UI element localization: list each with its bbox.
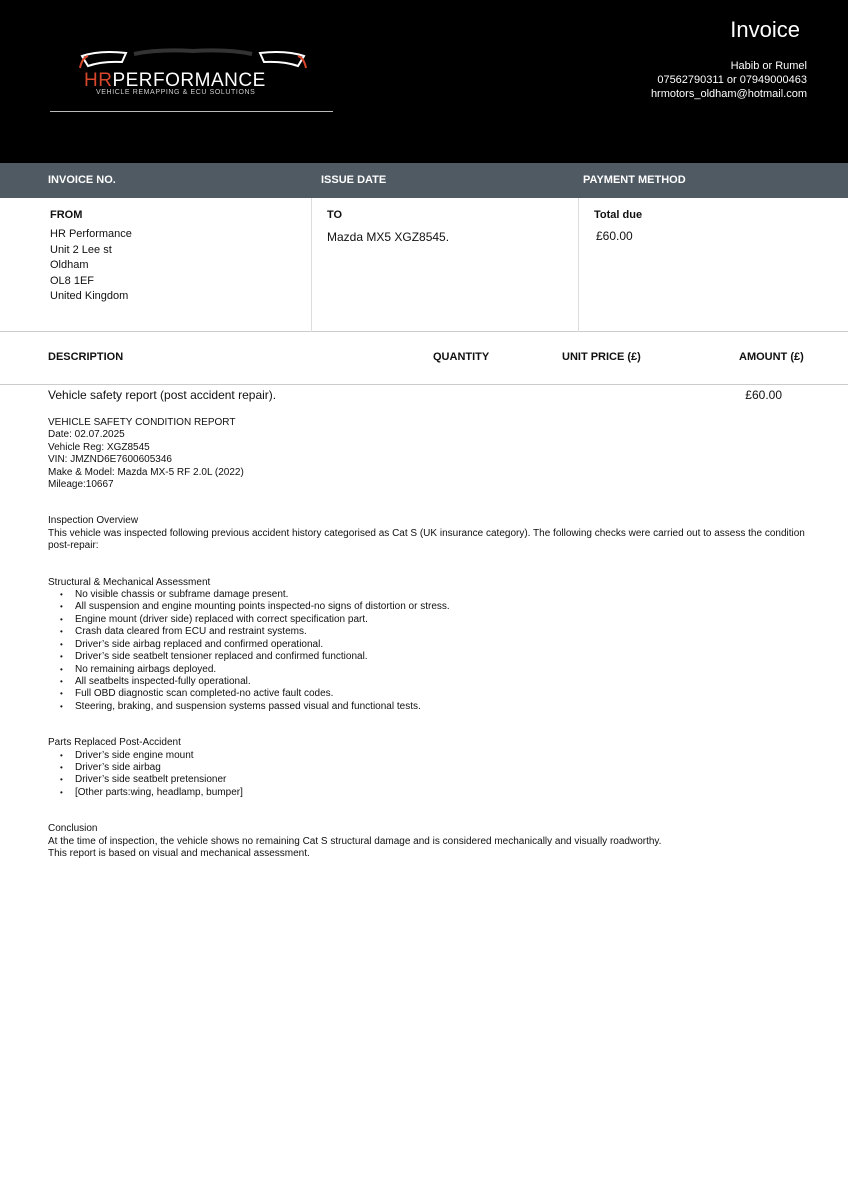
report-detail: Mileage:10667 — [48, 479, 114, 491]
safety-report — [48, 417, 808, 860]
list-item: • Driver’s side airbag — [48, 762, 808, 774]
list-item: • Driver’s side airbag replaced and confirmed operational. — [48, 639, 808, 651]
column-divider — [311, 198, 312, 332]
from-line: HR Performance — [50, 228, 132, 240]
list-item: • Crash data cleared from ECU and restraint systems. — [48, 626, 808, 638]
parts-heading: Parts Replaced Post-Accident — [48, 737, 181, 749]
from-label: FROM — [50, 209, 83, 221]
total-due-value: £60.00 — [596, 229, 633, 243]
conclusion-heading: Conclusion — [48, 823, 98, 835]
list-item: • Full OBD diagnostic scan completed-no active fault codes. — [48, 688, 808, 700]
report-title: VEHICLE SAFETY CONDITION REPORT — [48, 417, 236, 428]
to-value: Mazda MX5 XGZ8545. — [327, 230, 450, 244]
from-line: OL8 1EF — [50, 274, 95, 287]
payment-method-label: PAYMENT METHOD — [583, 174, 686, 186]
from-line: Oldham — [50, 259, 89, 271]
line-item-amount: £60.00 — [745, 388, 782, 402]
list-item: • Engine mount (driver side) replaced with correct specification part. — [48, 614, 808, 626]
list-item: • No remaining airbags deployed. — [48, 664, 808, 676]
from-line: United Kingdom — [50, 290, 129, 302]
invoice-no-label: INVOICE NO. — [48, 174, 116, 186]
table-header-rule — [0, 384, 848, 385]
to-label: TO — [327, 209, 343, 221]
total-due-label: Total due — [594, 209, 643, 221]
contact-block — [651, 59, 807, 101]
unit-price-header: UNIT PRICE (£) — [562, 351, 641, 363]
logo-divider — [50, 111, 333, 112]
logo-tagline: VEHICLE REMAPPING & ECU SOLUTIONS — [96, 89, 256, 96]
conclusion-line: At the time of inspection, the vehicle shows no remaining Cat S structural damage and is considered mechanically and visually roadworthy. — [48, 835, 662, 847]
description-header: DESCRIPTION — [48, 351, 124, 363]
from-line: Unit 2 Lee st — [50, 243, 112, 256]
list-item: • Driver’s side seatbelt tensioner replaced and confirmed functional. — [48, 651, 808, 663]
issue-date-label: ISSUE DATE — [321, 174, 387, 186]
logo-wordmark: HRPERFORMANCE — [84, 70, 266, 91]
list-item: • No visible chassis or subframe damage present. — [48, 589, 808, 601]
quantity-header: QUANTITY — [433, 351, 490, 363]
structural-heading: Structural & Mechanical Assessment — [48, 576, 211, 588]
line-item-description: Vehicle safety report (post accident repair). — [48, 388, 277, 402]
column-divider — [578, 198, 579, 332]
overview-heading: Inspection Overview — [48, 515, 139, 527]
overview-text: This vehicle was inspected following previous accident history categorised as Cat S (UK insurance category). The following checks were carried out to assess the condition post-repair: — [48, 527, 805, 552]
amount-header: AMOUNT (£) — [739, 351, 804, 363]
report-detail: Date: 02.07.2025 — [48, 429, 125, 441]
invoice-header — [0, 0, 848, 163]
invoice-title: Invoice — [730, 17, 800, 42]
contact-names: Habib or Rumel — [730, 60, 807, 72]
conclusion-line: This report is based on visual and mechanical assessment. — [48, 847, 310, 859]
report-detail: Make & Model: Mazda MX-5 RF 2.0L (2022) — [48, 466, 244, 478]
list-item: • Steering, braking, and suspension systems passed visual and functional tests. — [48, 701, 808, 713]
list-item: • Driver’s side engine mount — [48, 750, 808, 762]
from-address — [50, 227, 132, 305]
list-item: • [Other parts:wing, headlamp, bumper] — [48, 787, 808, 799]
list-item: • Driver’s side seatbelt pretensioner — [48, 774, 808, 786]
list-item: • All seatbelts inspected-fully operational. — [48, 676, 808, 688]
list-item: • All suspension and engine mounting points inspected-no signs of distortion or stress. — [48, 601, 808, 613]
invoice-meta-bar — [0, 163, 848, 198]
report-detail: VIN: JMZND6E7600605346 — [48, 454, 172, 466]
contact-phones: 07562790311 or 07949000463 — [657, 74, 807, 86]
structural-list — [48, 589, 808, 713]
report-detail: Vehicle Reg: XGZ8545 — [48, 441, 150, 453]
parts-list — [48, 750, 808, 800]
contact-email: hrmotors_oldham@hotmail.com — [650, 88, 807, 100]
